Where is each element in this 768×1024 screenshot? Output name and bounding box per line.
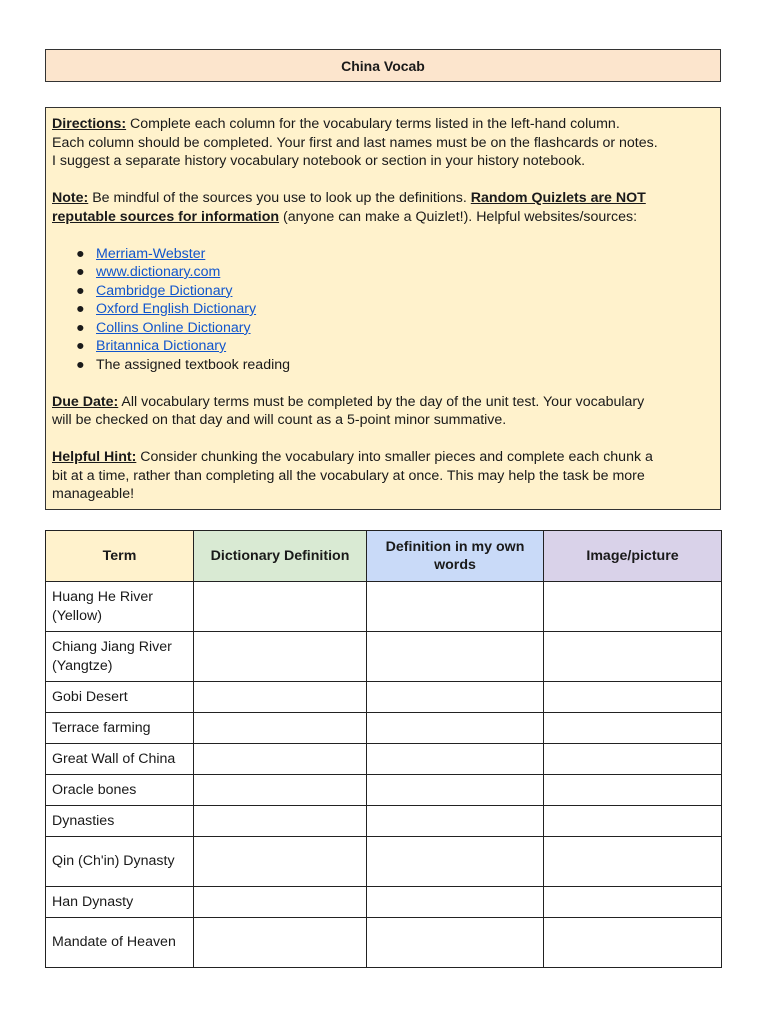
bullet-icon: ● <box>76 319 85 336</box>
hint-line-2: bit at a time, rather than completing all the vocabulary at once. This may help the task be more <box>52 467 645 484</box>
list-item <box>76 319 714 338</box>
own-words-cell[interactable] <box>367 837 544 887</box>
due-date-line-2: will be checked on that day and will count as a 5-point minor summative. <box>52 412 507 428</box>
term-cell: Oracle bones <box>46 775 194 806</box>
image-cell[interactable] <box>544 713 722 744</box>
image-cell[interactable] <box>544 806 722 837</box>
table-row <box>46 682 722 713</box>
sources-list <box>52 245 714 375</box>
own-words-cell[interactable] <box>367 806 544 837</box>
header-dictionary-definition: Dictionary Definition <box>194 531 367 582</box>
header-image: Image/picture <box>544 531 722 582</box>
due-date-paragraph <box>52 393 714 430</box>
image-cell[interactable] <box>544 837 722 887</box>
vocab-table <box>45 530 722 968</box>
table-row <box>46 837 722 887</box>
image-cell[interactable] <box>544 887 722 918</box>
dictionary-definition-cell[interactable] <box>194 837 367 887</box>
note-tail: (anyone can make a Quizlet!). Helpful websites/sources: <box>279 208 638 225</box>
term-cell: Terrace farming <box>46 713 194 744</box>
dictionary-definition-cell[interactable] <box>194 775 367 806</box>
source-link-oxford[interactable]: Oxford English Dictionary <box>96 301 257 317</box>
list-item <box>76 300 714 319</box>
own-words-cell[interactable] <box>367 582 544 632</box>
note-label: Note: <box>52 190 89 206</box>
page-title <box>45 49 721 82</box>
dictionary-definition-cell[interactable] <box>194 918 367 968</box>
term-cell: Dynasties <box>46 806 194 837</box>
term-cell: Huang He River (Yellow) <box>46 582 194 632</box>
due-date-text: All vocabulary terms must be completed by the day of the unit test. Your vocabulary <box>118 393 645 410</box>
directions-line-2: Each column should be completed. Your first and last names must be on the flashcards or notes. <box>52 134 658 151</box>
dictionary-definition-cell[interactable] <box>194 887 367 918</box>
term-cell: Gobi Desert <box>46 682 194 713</box>
table-row <box>46 744 722 775</box>
directions-line-3: I suggest a separate history vocabulary notebook or section in your history notebook. <box>52 153 586 169</box>
term-cell: Great Wall of China <box>46 744 194 775</box>
list-item <box>76 282 714 301</box>
own-words-cell[interactable] <box>367 918 544 968</box>
hint-text: Consider chunking the vocabulary into smaller pieces and complete each chunk a <box>136 449 653 465</box>
header-own-words: Definition in my own words <box>367 531 544 582</box>
image-cell[interactable] <box>544 632 722 682</box>
table-row <box>46 918 722 968</box>
page-title-text: China Vocab <box>341 57 425 74</box>
source-link-merriam-webster[interactable]: Merriam-Webster <box>96 245 206 262</box>
hint-line-3: manageable! <box>52 486 135 502</box>
dictionary-definition-cell[interactable] <box>194 744 367 775</box>
image-cell[interactable] <box>544 744 722 775</box>
due-date-label: Due Date: <box>52 393 119 410</box>
table-row <box>46 632 722 682</box>
note-paragraph <box>52 189 714 226</box>
image-cell[interactable] <box>544 682 722 713</box>
source-link-collins[interactable]: Collins Online Dictionary <box>96 319 251 336</box>
dictionary-definition-cell[interactable] <box>194 632 367 682</box>
image-cell[interactable] <box>544 775 722 806</box>
note-bold-1: Random Quizlets are NOT <box>470 190 646 206</box>
bullet-icon: ● <box>76 264 85 280</box>
own-words-cell[interactable] <box>367 887 544 918</box>
dictionary-definition-cell[interactable] <box>194 806 367 837</box>
bullet-icon: ● <box>76 301 85 317</box>
source-textbook: The assigned textbook reading <box>96 356 291 373</box>
bullet-icon: ● <box>76 338 85 354</box>
table-header-row <box>46 531 722 582</box>
table-row <box>46 806 722 837</box>
list-item <box>76 245 714 264</box>
hint-paragraph <box>52 448 714 504</box>
dictionary-definition-cell[interactable] <box>194 582 367 632</box>
header-term: Term <box>46 531 194 582</box>
source-link-dictionary-com[interactable]: www.dictionary.com <box>96 264 221 280</box>
list-item <box>76 263 714 282</box>
own-words-cell[interactable] <box>367 713 544 744</box>
term-cell: Chiang Jiang River (Yangtze) <box>46 632 194 682</box>
source-link-cambridge[interactable]: Cambridge Dictionary <box>96 282 233 299</box>
directions-paragraph <box>52 115 714 171</box>
bullet-icon: ● <box>76 282 85 299</box>
bullet-icon: ● <box>76 356 85 373</box>
own-words-cell[interactable] <box>367 744 544 775</box>
dictionary-definition-cell[interactable] <box>194 682 367 713</box>
table-row <box>46 775 722 806</box>
own-words-cell[interactable] <box>367 682 544 713</box>
list-item <box>76 356 714 375</box>
term-cell: Han Dynasty <box>46 887 194 918</box>
image-cell[interactable] <box>544 918 722 968</box>
term-cell: Mandate of Heaven <box>46 918 194 968</box>
bullet-icon: ● <box>76 245 85 262</box>
own-words-cell[interactable] <box>367 632 544 682</box>
dictionary-definition-cell[interactable] <box>194 713 367 744</box>
table-row <box>46 887 722 918</box>
directions-label: Directions: <box>52 116 127 132</box>
note-text: Be mindful of the sources you use to look up the definitions. <box>88 190 471 206</box>
table-row <box>46 713 722 744</box>
directions-box <box>45 107 721 510</box>
hint-label: Helpful Hint: <box>52 449 137 465</box>
table-row <box>46 582 722 632</box>
term-cell: Qin (Ch'in) Dynasty <box>46 837 194 887</box>
image-cell[interactable] <box>544 582 722 632</box>
list-item <box>76 337 714 356</box>
source-link-britannica[interactable]: Britannica Dictionary <box>96 338 227 354</box>
directions-text: Complete each column for the vocabulary terms listed in the left-hand column. <box>126 116 620 132</box>
own-words-cell[interactable] <box>367 775 544 806</box>
note-bold-2: reputable sources for information <box>52 208 280 225</box>
